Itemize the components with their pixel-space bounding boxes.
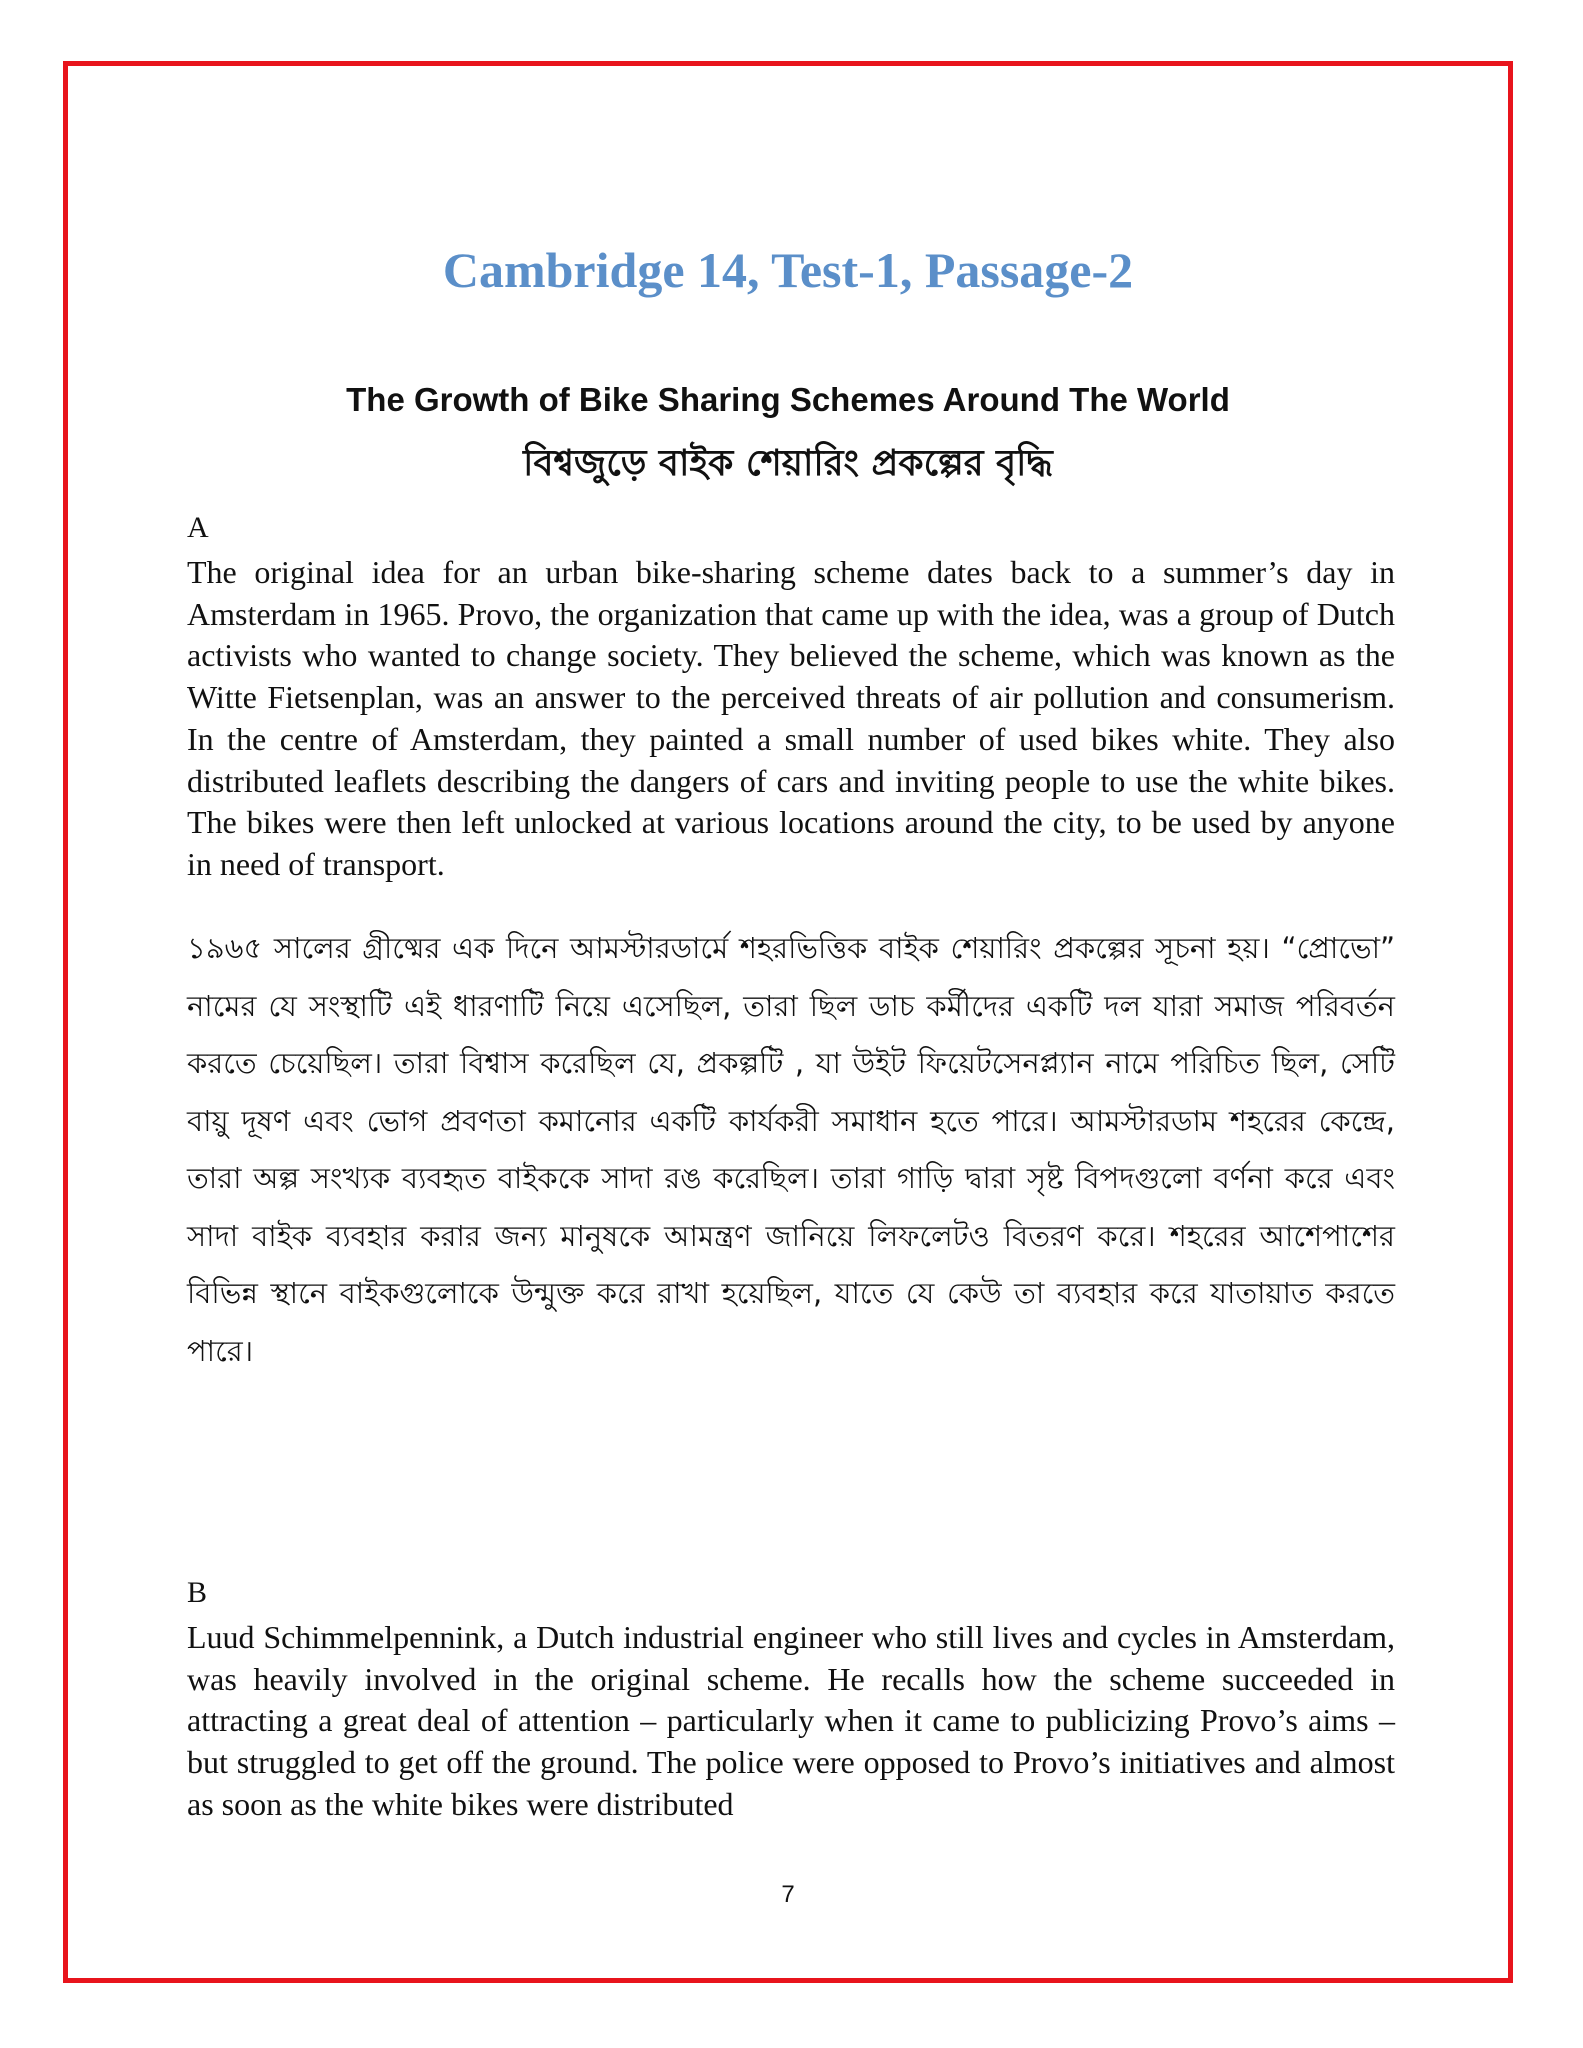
section-b-label: B — [187, 1576, 208, 1609]
page-number: 7 — [781, 1881, 795, 1908]
passage-heading-bengali: বিশ্বজুড়ে বাইক শেয়ারিং প্রকল্পের বৃদ্ধি — [523, 443, 1053, 484]
section-b-english-paragraph: Luud Schimmelpennink, a Dutch industrial engineer who still lives and cycles in Amsterdam, was heavily involved in the original scheme. He recalls how the scheme succeeded in attracting a great deal of attention – particularly when it came to publicizing Provo’s aims – but struggled to get off the ground. The police were opposed to Provo’s initiatives and almost as soon as the white bikes were distributed — [187, 1619, 1395, 1822]
section-a-label: A — [187, 511, 209, 544]
document-title: Cambridge 14, Test-1, Passage-2 — [442, 242, 1134, 298]
section-a-english-paragraph: The original idea for an urban bike-sharing scheme dates back to a summer’s day in Amsterdam in 1965. Provo, the organization that came up with the idea, was a group of Dutch activists who wanted to change society. They believed the scheme, which was known as the Witte Fietsenplan, was an answer to the perceived threats of air pollution and consumerism. In the centre of Amsterdam, they painted a small number of used bikes white. They also distributed leaflets describing the dangers of cars and inviting people to use the white bikes. The bikes were then left unlocked at various locations around the city, to be used by anyone in need of transport. — [187, 554, 1395, 882]
section-a-bengali-paragraph: ১৯৬৫ সালের গ্রীষ্মের এক দিনে আমস্টারডার্মে শহরভিত্তিক বাইক শেয়ারিং প্রকল্পের সূচনা হয়। “প্রোভো” নামের যে সংস্থাটি এই ধারণাটি নিয়ে এসেছিল, তারা ছিল ডাচ কর্মীদের একটি দল যারা সমাজ পরিবর্তন করতে চেয়েছিল। তারা বিশ্বাস করেছিল যে, প্রকল্পটি , যা উইট ফিয়েটসেনপ্ল্যান নামে পরিচিত ছিল, সেটি বায়ু দূষণ এবং ভোগ প্রবণতা কমানোর একটি কার্যকরী সমাধান হতে পারে। আমস্টারডাম শহরের কেন্দ্রে, তারা অল্প সংখ্যক ব্যবহৃত বাইককে সাদা রঙ করেছিল। তারা গাড়ি দ্বারা সৃষ্ট বিপদগুলো বর্ণনা করে এবং সাদা বাইক ব্যবহার করার জন্য মানুষকে আমন্ত্রণ জানিয়ে লিফলেটও বিতরণ করে। শহরের আশেপাশের বিভিন্ন স্থানে বাইকগুলোকে উন্মুক্ত করে রাখা হয়েছিল, যাতে যে কেউ তা ব্যবহার করে যাতায়াত করতে পারে। — [187, 931, 1395, 1368]
passage-heading-english: The Growth of Bike Sharing Schemes Around The World — [346, 381, 1230, 418]
